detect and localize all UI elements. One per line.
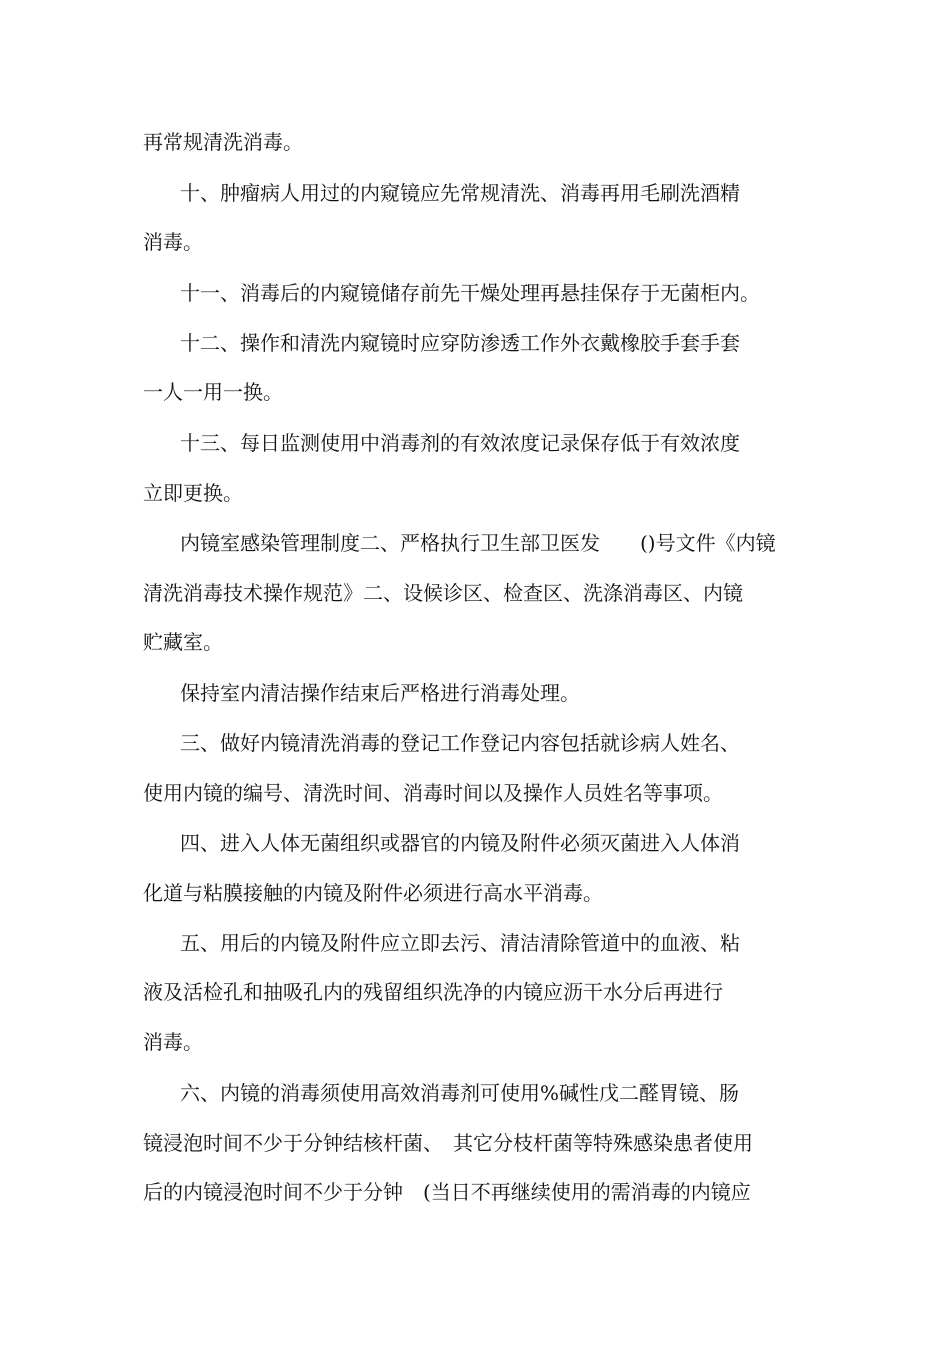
text-line: 内镜室感染管理制度二、严格执行卫生部卫医发 ()号文件《内镜 — [180, 531, 776, 555]
text-line: 十二、操作和清洗内窥镜时应穿防渗透工作外衣戴橡胶手套手套 — [180, 331, 740, 355]
text-line: 镜浸泡时间不少于分钟结核杆菌、 其它分枝杆菌等特殊感染患者使用 — [143, 1131, 753, 1155]
text-line: 四、进入人体无菌组织或器官的内镜及附件必须灭菌进入人体消 — [180, 831, 740, 855]
text-line: 贮藏室。 — [143, 630, 223, 654]
text-line: 三、做好内镜清洗消毒的登记工作登记内容包括就诊病人姓名、 — [180, 731, 740, 755]
text-line: 一人一用一换。 — [143, 380, 283, 404]
text-line: 再常规清洗消毒。 — [143, 130, 303, 154]
text-line: 保持室内清洁操作结束后严格进行消毒处理。 — [180, 681, 580, 705]
text-line: 清洗消毒技术操作规范》二、设候诊区、检查区、洗涤消毒区、内镜 — [143, 581, 743, 605]
text-line: 后的内镜浸泡时间不少于分钟 (当日不再继续使用的需消毒的内镜应 — [143, 1180, 751, 1204]
text-line: 液及活检孔和抽吸孔内的残留组织洗净的内镜应沥干水分后再进行 — [143, 980, 723, 1004]
text-line: 化道与粘膜接触的内镜及附件必须进行高水平消毒。 — [143, 881, 603, 905]
text-line: 使用内镜的编号、清洗时间、消毒时间以及操作人员姓名等事项。 — [143, 781, 723, 805]
text-line: 十三、每日监测使用中消毒剂的有效浓度记录保存低于有效浓度 — [180, 431, 740, 455]
text-line: 消毒。 — [143, 230, 203, 254]
text-line: 十一、消毒后的内窥镜储存前先干燥处理再悬挂保存于无菌柜内。 — [180, 281, 760, 305]
text-line: 消毒。 — [143, 1030, 203, 1054]
text-line: 六、内镜的消毒须使用高效消毒剂可使用%碱性戊二醛胃镜、肠 — [180, 1081, 740, 1105]
text-line: 五、用后的内镜及附件应立即去污、清洁清除管道中的血液、粘 — [180, 931, 740, 955]
text-line: 十、肿瘤病人用过的内窥镜应先常规清洗、消毒再用毛刷洗酒精 — [180, 181, 740, 205]
text-line: 立即更换。 — [143, 481, 243, 505]
